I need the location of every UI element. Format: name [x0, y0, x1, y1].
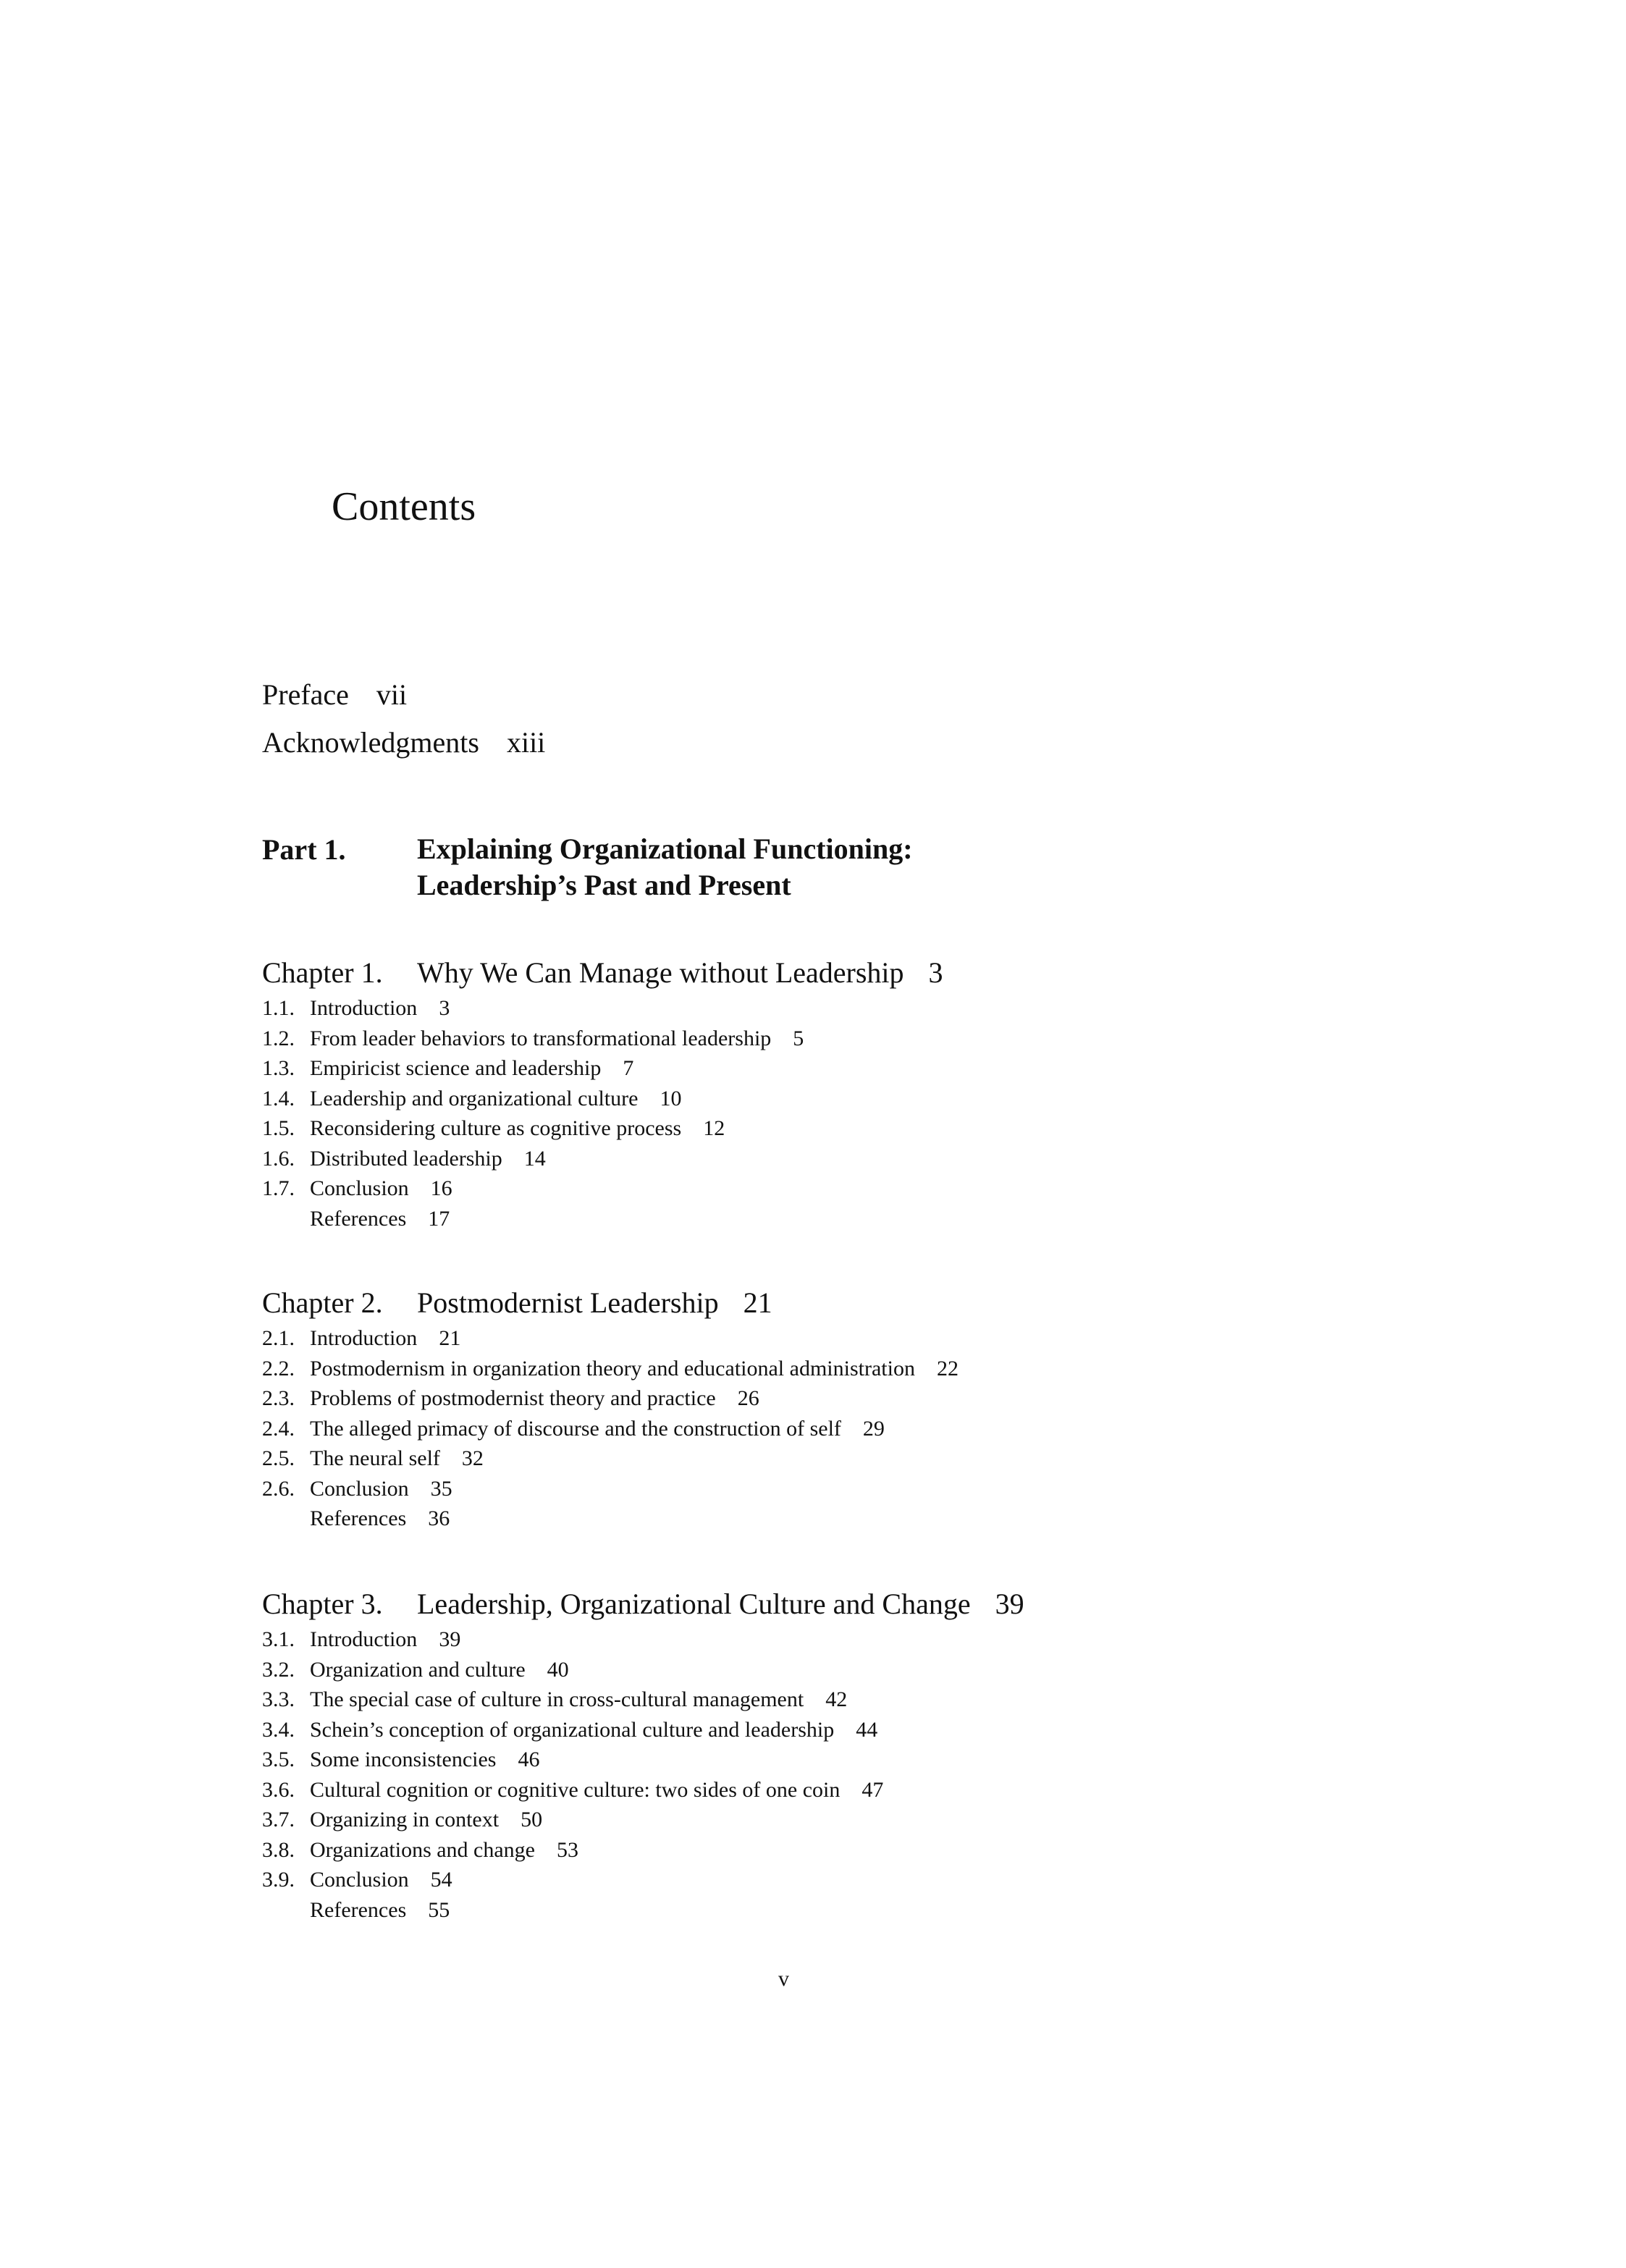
section-entry[interactable] [262, 1775, 1493, 1805]
section-page: 16 [430, 1176, 452, 1200]
section-title: Conclusion [310, 1868, 409, 1892]
section-page: 26 [737, 1386, 759, 1410]
section-page: 35 [430, 1476, 452, 1501]
entry-page: xiii [506, 726, 546, 759]
section-number: 2.4. [262, 1416, 295, 1441]
chapter-2 [262, 1283, 1493, 1534]
section-page: 22 [936, 1356, 959, 1380]
section-entry[interactable] [262, 1024, 1493, 1054]
section-number: 1.7. [262, 1176, 295, 1200]
section-title: Postmodernism in organization theory and educational administration [310, 1356, 915, 1380]
section-entry[interactable] [262, 1805, 1493, 1835]
section-entry[interactable] [262, 1383, 1493, 1414]
section-number: 1.6. [262, 1146, 295, 1171]
section-title: References [310, 1897, 407, 1922]
section-page: 14 [523, 1146, 546, 1171]
section-entry[interactable] [262, 1354, 1493, 1384]
section-page: 17 [428, 1206, 450, 1231]
chapter-heading[interactable] [262, 1584, 1493, 1624]
section-number: 3.5. [262, 1748, 295, 1771]
section-title: Empiricist science and leadership [310, 1056, 602, 1080]
section-number: 3.7. [262, 1808, 295, 1831]
section-title: The alleged primacy of discourse and the construction of self [310, 1416, 841, 1441]
section-number: 1.4. [262, 1086, 295, 1110]
section-title: Some inconsistencies [310, 1748, 497, 1771]
section-entry[interactable] [262, 1113, 1493, 1144]
chapter-page: 21 [743, 1286, 772, 1319]
section-page: 47 [862, 1777, 884, 1802]
entry-label: Acknowledgments [262, 726, 479, 759]
section-title: The special case of culture in cross-cultural management [310, 1687, 804, 1711]
section-page: 21 [439, 1326, 461, 1350]
section-title: Introduction [310, 1326, 418, 1350]
chapter-3 [262, 1584, 1493, 1925]
section-number: 1.5. [262, 1116, 295, 1140]
section-title: Organization and culture [310, 1657, 526, 1682]
section-title: Conclusion [310, 1476, 409, 1501]
section-title: From leader behaviors to transformational leadership [310, 1026, 772, 1050]
section-number: 2.6. [262, 1476, 295, 1501]
chapter-number: Chapter 3. [262, 1588, 383, 1620]
section-title: Schein’s conception of organizational culture and leadership [310, 1717, 835, 1742]
section-title: Organizing in context [310, 1808, 500, 1831]
chapter-heading[interactable] [262, 953, 1493, 993]
section-title: Organizations and change [310, 1837, 536, 1862]
chapter-1 [262, 953, 1493, 1234]
section-entry[interactable] [262, 1715, 1493, 1745]
section-number: 2.3. [262, 1386, 295, 1410]
section-entry[interactable] [262, 993, 1493, 1024]
section-page: 36 [428, 1506, 450, 1530]
section-page: 40 [547, 1657, 569, 1682]
chapter-title: Postmodernist Leadership [417, 1286, 719, 1319]
section-page: 39 [439, 1627, 461, 1651]
section-page: 7 [623, 1056, 634, 1080]
toc-entry-preface[interactable] [262, 676, 407, 714]
section-number: 2.1. [262, 1326, 295, 1350]
section-entry[interactable] [262, 1685, 1493, 1715]
section-page: 5 [793, 1026, 804, 1050]
part-title-line: Explaining Organizational Functioning: [417, 832, 913, 865]
section-page: 29 [862, 1416, 885, 1441]
section-title: References [310, 1506, 407, 1530]
chapter-number: Chapter 1. [262, 956, 383, 989]
page-title: Contents [332, 484, 476, 529]
entry-page: vii [376, 678, 408, 711]
entry-label: Preface [262, 678, 349, 711]
section-number: 3.2. [262, 1657, 295, 1682]
section-number: 3.4. [262, 1717, 295, 1742]
section-entry-references[interactable] [262, 1895, 1493, 1926]
section-number: 1.3. [262, 1056, 295, 1080]
section-entry[interactable] [262, 1173, 1493, 1204]
page-number: v [778, 1967, 789, 1991]
section-title: The neural self [310, 1446, 440, 1470]
section-title: Reconsidering culture as cognitive process [310, 1116, 682, 1140]
section-entry[interactable] [262, 1144, 1493, 1174]
section-page: 46 [518, 1748, 540, 1771]
chapter-heading[interactable] [262, 1283, 1493, 1323]
section-page: 54 [430, 1868, 452, 1892]
section-number: 3.1. [262, 1627, 295, 1651]
part-title-line: Leadership’s Past and Present [417, 869, 791, 901]
section-entry[interactable] [262, 1323, 1493, 1354]
section-page: 55 [428, 1897, 450, 1922]
section-title: Cultural cognition or cognitive culture: two sides of one coin [310, 1777, 841, 1802]
chapter-page: 3 [928, 956, 943, 989]
section-page: 10 [660, 1086, 682, 1110]
section-entry[interactable] [262, 1084, 1493, 1114]
toc-entry-acknowledgments[interactable] [262, 724, 545, 762]
section-entry[interactable] [262, 1745, 1493, 1775]
section-number: 2.5. [262, 1446, 295, 1470]
chapter-title: Why We Can Manage without Leadership [417, 956, 904, 989]
chapter-number: Chapter 2. [262, 1286, 383, 1319]
section-entry[interactable] [262, 1443, 1493, 1474]
section-entry[interactable] [262, 1865, 1493, 1895]
part-title [417, 831, 913, 903]
section-entry[interactable] [262, 1624, 1493, 1655]
section-title: Leadership and organizational culture [310, 1086, 639, 1110]
section-title: Introduction [310, 996, 418, 1020]
section-entry[interactable] [262, 1835, 1493, 1866]
section-page: 44 [856, 1717, 878, 1742]
section-page: 42 [825, 1687, 848, 1711]
section-entry-references[interactable] [262, 1504, 1493, 1534]
section-title: References [310, 1206, 407, 1231]
section-entry[interactable] [262, 1474, 1493, 1504]
section-entry[interactable] [262, 1053, 1493, 1084]
section-number: 3.9. [262, 1868, 295, 1892]
section-entry[interactable] [262, 1414, 1493, 1444]
section-page: 32 [461, 1446, 484, 1470]
section-title: Conclusion [310, 1176, 409, 1200]
section-entry[interactable] [262, 1655, 1493, 1685]
chapter-title: Leadership, Organizational Culture and Change [417, 1588, 971, 1620]
section-number: 3.3. [262, 1687, 295, 1711]
section-title: Distributed leadership [310, 1146, 502, 1171]
section-entry-references[interactable] [262, 1204, 1493, 1234]
section-number: 1.1. [262, 996, 295, 1020]
section-number: 1.2. [262, 1026, 295, 1050]
section-title: Problems of postmodernist theory and practice [310, 1386, 716, 1410]
section-number: 2.2. [262, 1356, 295, 1380]
section-number: 3.6. [262, 1777, 295, 1802]
section-title: Introduction [310, 1627, 418, 1651]
part-label: Part 1. [262, 833, 346, 866]
section-page: 12 [703, 1116, 725, 1140]
section-page: 53 [557, 1837, 579, 1862]
section-page: 3 [439, 996, 450, 1020]
chapter-page: 39 [995, 1588, 1024, 1620]
section-number: 3.8. [262, 1837, 295, 1862]
section-page: 50 [521, 1808, 543, 1831]
